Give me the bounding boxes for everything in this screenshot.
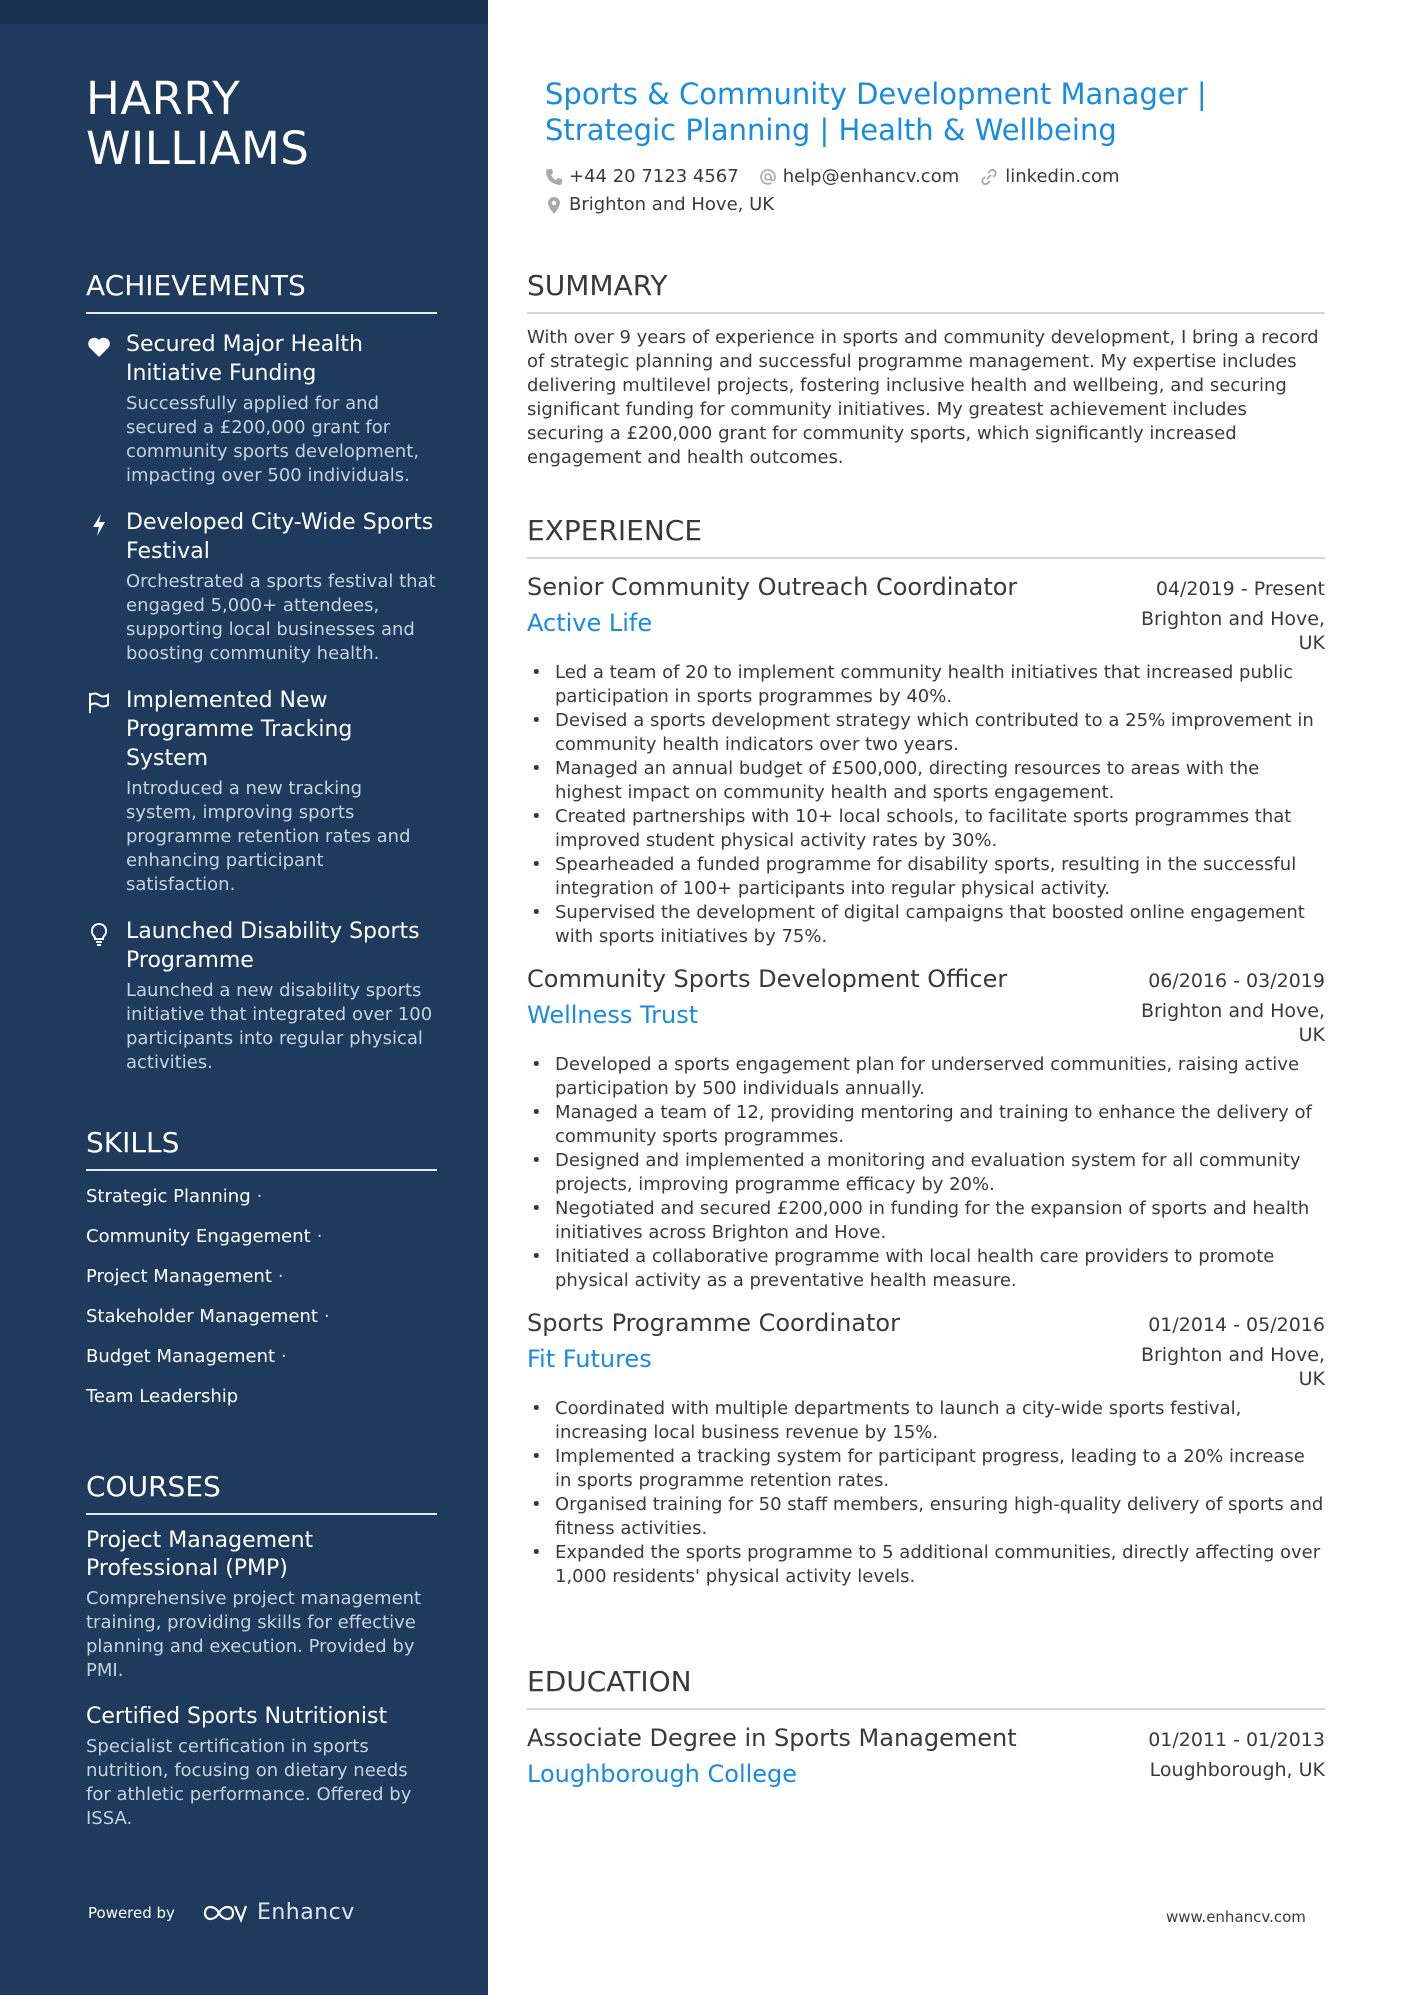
bullet-item: • Organised training for 50 staff members, ensuring high-quality delivery of sports and fitness activities. [527,1493,1325,1541]
skills-section [86,1125,437,1425]
phone-icon [545,168,563,186]
location-contact [545,191,774,219]
job-title: Community Sports Development Officer [527,965,1008,993]
job-title: Sports Programme Coordinator [527,1309,900,1337]
candidate-name: HARRY WILLIAMS [86,72,310,175]
job-location: Brighton and Hove, UK [1140,1000,1325,1046]
achievement-desc: Launched a new disability sports initiative that integrated over 100 participants into regular physical activities. [126,980,433,1073]
lightning-icon [86,512,112,538]
bullet-item: • Led a team of 20 to implement community health initiatives that increased public participation in sports programmes by 40%. [527,661,1325,709]
achievement-desc: Orchestrated a sports festival that engaged 5,000+ attendees, supporting local businesses and boosting community health. [126,571,436,664]
skills-heading: SKILLS [86,1125,437,1171]
job-entry [527,1307,1325,1589]
course-item [86,1527,437,1683]
skill-item: Strategic Planning · [86,1186,263,1207]
email-text: help@enhancv.com [782,166,960,187]
skill-item: Stakeholder Management · [86,1306,330,1327]
summary-heading: SUMMARY [527,268,1325,314]
achievement-item [86,686,437,897]
bullet-item: • Managed a team of 12, providing mentoring and training to enhance the delivery of community sports programmes. [527,1101,1325,1149]
powered-by-label: Powered by [88,1903,175,1922]
headline: Sports & Community Development Manager | Strategic Planning | Health & Wellbeing [545,77,1207,147]
enhancv-brand: Enhancv [256,1900,355,1925]
job-location: Brighton and Hove, UK [1140,608,1325,654]
linkedin-text: linkedin.com [1005,166,1120,187]
location-text: Brighton and Hove, UK [569,194,775,215]
bullet-item: • Negotiated and secured £200,000 in funding for the expansion of sports and health initiatives across Brighton and Hove. [527,1197,1325,1245]
achievement-title: Launched Disability Sports Programme [126,919,420,973]
phone-contact[interactable] [545,163,739,191]
achievement-item [86,917,437,1075]
school-name: Loughborough College [527,1760,798,1788]
bullet-item: • Initiated a collaborative programme with local health care providers to promote physical activity as a preventative health measure. [527,1245,1325,1293]
linkedin-contact[interactable] [979,163,1119,191]
job-company: Wellness Trust [527,1001,699,1029]
experience-section [527,513,1325,1603]
achievement-item [86,508,437,666]
sidebar-top-strip [0,0,488,24]
courses-section [86,1469,437,1851]
achievement-title: Implemented New Programme Tracking System [126,688,353,771]
contact-info [545,163,1305,219]
bullet-item: • Developed a sports engagement plan for underserved communities, raising active participation by 500 individuals annually. [527,1053,1325,1101]
job-bullets [527,661,1325,949]
job-entry [527,571,1325,949]
location-pin-icon [545,195,563,215]
enhancv-logo[interactable] [201,1900,355,1925]
education-entry [527,1722,1325,1790]
course-title: Project Management Professional (PMP) [86,1528,314,1581]
achievement-desc: Introduced a new tracking system, improving sports programme retention rates and enhancing participant satisfaction. [126,778,411,895]
bullet-item: • Supervised the development of digital campaigns that boosted online engagement with sports initiatives by 75%. [527,901,1325,949]
lightbulb-icon [86,921,112,947]
job-date: 01/2014 - 05/2016 [1148,1314,1325,1336]
experience-heading: EXPERIENCE [527,513,1325,559]
phone-text: +44 20 7123 4567 [569,166,739,187]
email-contact[interactable] [759,163,960,191]
course-desc: Specialist certification in sports nutrition, focusing on dietary needs for athletic performance. Offered by ISSA. [86,1736,412,1829]
heart-icon [86,334,112,360]
summary-section [527,268,1325,470]
at-icon [759,168,777,186]
footer-url[interactable]: www.enhancv.com [1166,1908,1306,1926]
job-date: 06/2016 - 03/2019 [1148,970,1325,992]
skill-item: Project Management · [86,1266,284,1287]
achievement-title: Secured Major Health Initiative Funding [126,332,363,386]
bullet-item: • Spearheaded a funded programme for disability sports, resulting in the successful integration of 100+ participants into regular physical activity. [527,853,1325,901]
link-icon [979,168,999,186]
bullet-item: • Devised a sports development strategy which contributed to a 25% improvement in community health indicators over two years. [527,709,1325,757]
job-location: Brighton and Hove, UK [1140,1344,1325,1390]
flag-icon [86,690,112,716]
education-location: Loughborough, UK [1149,1759,1325,1781]
achievement-title: Developed City-Wide Sports Festival [126,510,434,564]
course-item [86,1703,437,1831]
achievements-section [86,268,437,1095]
bullet-item: • Managed an annual budget of £500,000, directing resources to areas with the highest impact on community health and sports engagement. [527,757,1325,805]
skill-item: Team Leadership [86,1386,239,1407]
course-title: Certified Sports Nutritionist [86,1704,388,1729]
job-date: 04/2019 - Present [1155,578,1325,600]
job-entry [527,963,1325,1293]
achievement-item [86,330,437,488]
job-company: Fit Futures [527,1345,652,1373]
bullet-item: • Designed and implemented a monitoring and evaluation system for all community projects, improving programme efficacy by 20%. [527,1149,1325,1197]
job-company: Active Life [527,609,653,637]
sidebar [0,0,488,1995]
enhancv-logo-icon [201,1901,247,1925]
education-heading: EDUCATION [527,1664,1325,1710]
bullet-item: • Coordinated with multiple departments to launch a city-wide sports festival, increasing local business revenue by 15%. [527,1397,1325,1445]
bullet-item: • Expanded the sports programme to 5 additional communities, directly affecting over 1,000 residents' physical activity levels. [527,1541,1325,1589]
skill-item: Budget Management · [86,1346,287,1367]
course-desc: Comprehensive project management training, providing skills for effective planning and execution. Provided by PMI. [86,1588,422,1681]
degree-title: Associate Degree in Sports Management [527,1724,1017,1752]
summary-text: With over 9 years of experience in sports and community development, I bring a record of strategic planning and successful programme management. My expertise includes delivering multilevel projects, fostering inclusive health and wellbeing, and securing significant funding for community initiatives. My greatest achievement includes securing a £200,000 grant for community sports, which significantly increased engagement and health outcomes. [527,327,1319,468]
achievement-desc: Successfully applied for and secured a £200,000 grant for community sports development, impacting over 500 individuals. [126,393,420,486]
courses-heading: COURSES [86,1469,437,1515]
education-section [527,1664,1325,1804]
achievements-heading: ACHIEVEMENTS [86,268,437,314]
education-date: 01/2011 - 01/2013 [1148,1729,1325,1751]
powered-by [88,1900,355,1925]
job-bullets [527,1397,1325,1589]
skill-item: Community Engagement · [86,1226,323,1247]
bullet-item: • Implemented a tracking system for participant progress, leading to a 20% increase in sports programme retention rates. [527,1445,1325,1493]
job-bullets [527,1053,1325,1293]
bullet-item: • Created partnerships with 10+ local schools, to facilitate sports programmes that improved student physical activity rates by 30%. [527,805,1325,853]
job-title: Senior Community Outreach Coordinator [527,573,1018,601]
